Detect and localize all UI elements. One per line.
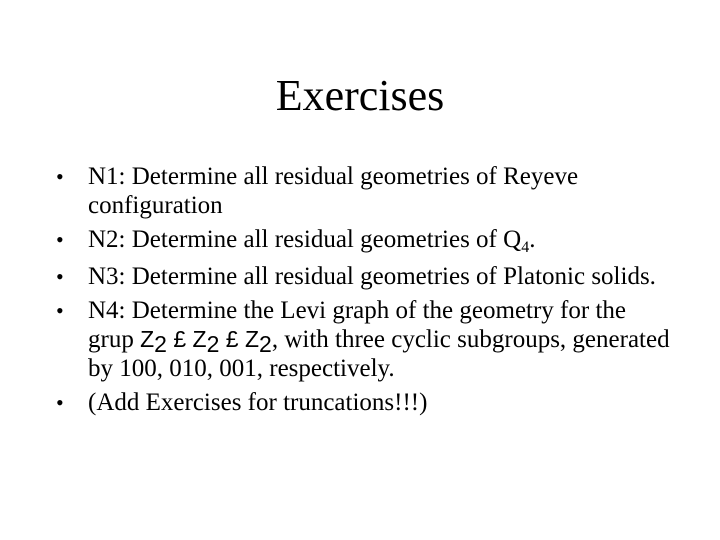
- exercise-n2-subscript: 4: [521, 239, 530, 256]
- list-item: [56, 262, 676, 291]
- bullet-icon: •: [56, 390, 64, 415]
- product-symbol: £: [166, 326, 193, 352]
- bullet-icon: •: [56, 227, 64, 252]
- group-z-symbol: Z: [140, 326, 155, 352]
- group-z-subscript: 2: [154, 331, 167, 357]
- list-item: [56, 225, 676, 257]
- exercise-n2-end: .: [529, 226, 536, 253]
- list-item: [56, 388, 676, 417]
- exercise-n4-text-start: N4: Determine the Levi graph of the geometry for the grup: [88, 297, 627, 353]
- group-z-symbol: Z: [244, 326, 260, 352]
- exercise-n5-text: (Add Exercises for truncations!!!): [88, 389, 428, 416]
- group-z-subscript: 2: [259, 331, 272, 357]
- bullet-icon: •: [56, 264, 64, 289]
- list-item: [56, 162, 676, 220]
- bullet-icon: •: [56, 164, 64, 189]
- product-symbol: £: [219, 326, 245, 352]
- bullet-list: [56, 162, 676, 422]
- exercise-n4-text-end: , with three cyclic subgroups, generated by 100, 010, 001, respectively.: [88, 326, 670, 382]
- group-z-symbol: Z: [192, 326, 207, 352]
- list-item: [56, 296, 676, 383]
- bullet-icon: •: [56, 298, 64, 323]
- exercise-n3-text: N3: Determine all residual geometries of Platonic solids.: [88, 263, 656, 290]
- exercise-n2-text: N2: Determine all residual geometries of Q: [88, 226, 522, 253]
- slide-title: Exercises: [275, 71, 445, 120]
- exercise-n1-text: N1: Determine all residual geometries of Reyeve configuration: [88, 163, 579, 219]
- group-z-subscript: 2: [206, 331, 220, 357]
